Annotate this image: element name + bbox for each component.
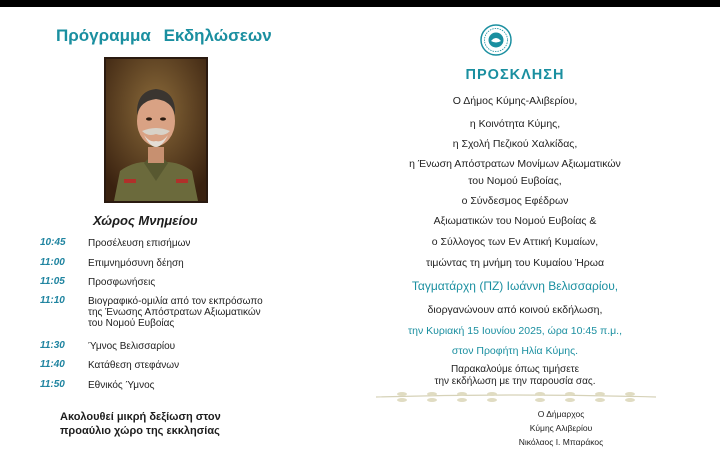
schedule-event: Βιογραφικό-ομιλία από τον εκπρόσωπο <box>88 296 263 307</box>
signature-line: Κύμης Αλιβερίου <box>529 423 593 433</box>
portrait-illustration <box>106 59 206 201</box>
event-date: την Κυριακή 15 Ιουνίου 2025, ώρα 10:45 π.μ., <box>407 325 623 337</box>
program-title: Πρόγραμμα Εκδηλώσεων <box>56 26 272 45</box>
municipality-seal-icon <box>480 24 512 56</box>
venue-label: Χώρος Μνημείου <box>93 213 198 228</box>
signature-line: Ο Δήμαρχος <box>537 409 585 419</box>
invitation-line: Αξιωματικών του Νομού Ευβοίας & <box>433 215 597 227</box>
event-place: στον Προφήτη Ηλία Κύμης. <box>451 345 579 357</box>
reception-note <box>60 410 221 438</box>
invitation-line: ο Σύνδεσμος Εφέδρων <box>461 195 569 207</box>
invitation-line: η Σχολή Πεζικού Χαλκίδας, <box>452 138 578 150</box>
schedule-time: 10:45 <box>40 237 66 248</box>
schedule-time: 11:00 <box>40 257 65 268</box>
invitation-heading: ΠΡΟΣΚΛΗΣΗ <box>465 67 565 83</box>
schedule-time: 11:10 <box>40 295 65 306</box>
schedule-event: Εθνικός Ύμνος <box>88 380 155 391</box>
reception-note-line: Ακολουθεί μικρή δεξίωση στον <box>60 411 221 423</box>
portrait-image <box>104 57 208 203</box>
schedule-event: του Νομού Ευβοίας <box>88 318 175 329</box>
laurel-divider-icon <box>372 390 660 404</box>
closing-line: την εκδήλωση με την παρουσία σας. <box>434 376 596 387</box>
organize-line: διοργανώνουν από κοινού εκδήλωση, <box>427 304 603 316</box>
invitation-line: του Νομού Ευβοίας, <box>468 175 562 187</box>
schedule-time: 11:40 <box>40 359 65 370</box>
schedule-event: Προσφωνήσεις <box>88 277 156 288</box>
schedule-time: 11:30 <box>40 340 65 351</box>
schedule-event: Προσέλευση επισήμων <box>88 238 191 249</box>
invitation-line: Ο Δήμος Κύμης-Αλιβερίου, <box>452 95 578 107</box>
invitation-card <box>0 7 720 467</box>
schedule-event: Επιμνημόσυνη δέηση <box>88 258 184 269</box>
honoree-name: Ταγματάρχη (ΠΖ) Ιωάννη Βελισσαρίου, <box>411 279 619 293</box>
invitation-line: η Ένωση Απόστρατων Μονίμων Αξιωματικών <box>409 158 621 170</box>
closing-line: Παρακαλούμε όπως τιμήσετε <box>450 364 580 375</box>
signature-line: Νικόλαος Ι. Μπαράκος <box>518 437 604 447</box>
invitation-line: η Κοινότητα Κύμης, <box>469 118 561 130</box>
schedule-time: 11:50 <box>40 379 65 390</box>
schedule-event: Ύμνος Βελισσαρίου <box>88 341 176 352</box>
schedule-event: Κατάθεση στεφάνων <box>88 360 180 371</box>
invitation-line: ο Σύλλογος των Εν Αττική Κυμαίων, <box>431 236 599 248</box>
schedule-time: 11:05 <box>40 276 65 287</box>
reception-note-line: προαύλιο χώρο της εκκλησίας <box>60 425 220 437</box>
schedule-event: της Ένωσης Απόστρατων Αξιωματικών <box>88 307 261 318</box>
invitation-line: τιμώντας τη μνήμη του Κυμαίου Ήρωα <box>425 257 605 269</box>
